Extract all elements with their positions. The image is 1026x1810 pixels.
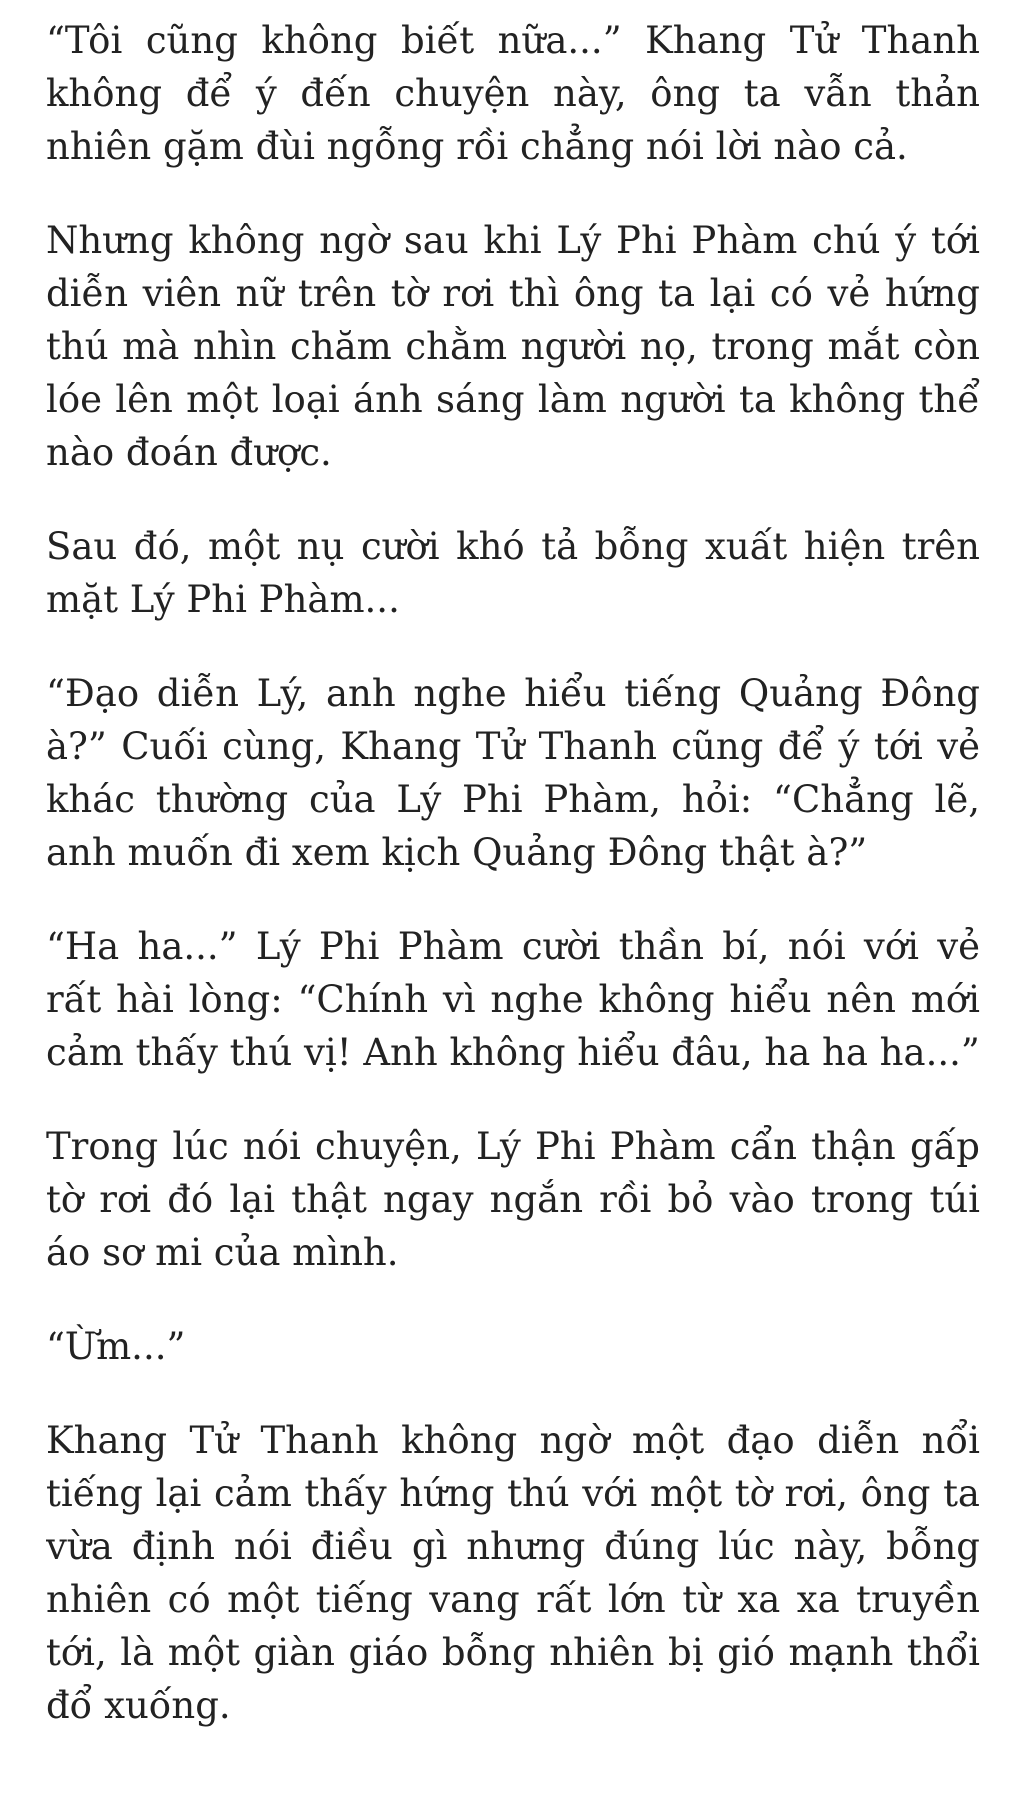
paragraph-5: “Ha ha...” Lý Phi Phàm cười thần bí, nói với vẻ rất hài lòng: “Chính vì nghe không hiểu nên mới cảm thấy thú vị! Anh không hiểu đâu, ha ha ha...”: [46, 925, 980, 1074]
paragraph-6: Trong lúc nói chuyện, Lý Phi Phàm cẩn thận gấp tờ rơi đó lại thật ngay ngắn rồi bỏ vào trong túi áo sơ mi của mình.: [46, 1125, 980, 1274]
paragraph-4: “Đạo diễn Lý, anh nghe hiểu tiếng Quảng Đông à?” Cuối cùng, Khang Tử Thanh cũng để ý tới vẻ khác thường của Lý Phi Phàm, hỏi: “Chẳng lẽ, anh muốn đi xem kịch Quảng Đông thật à?”: [46, 672, 980, 874]
paragraph-3: Sau đó, một nụ cười khó tả bỗng xuất hiện trên mặt Lý Phi Phàm...: [46, 525, 980, 621]
paragraph-7: “Ừm...”: [46, 1325, 186, 1368]
paragraph-1: “Tôi cũng không biết nữa...” Khang Tử Thanh không để ý đến chuyện này, ông ta vẫn thản nhiên gặm đùi ngỗng rồi chẳng nói lời nào cả.: [46, 19, 980, 168]
paragraph-8: Khang Tử Thanh không ngờ một đạo diễn nổi tiếng lại cảm thấy hứng thú với một tờ rơi, ông ta vừa định nói điều gì nhưng đúng lúc này, bỗng nhiên có một tiếng vang rất lớn từ xa xa truyền tới, là một giàn giáo bỗng nhiên bị gió mạnh thổi đổ xuống.: [46, 1419, 980, 1727]
reader-page[interactable]: [46, 14, 980, 1804]
paragraph-2: Nhưng không ngờ sau khi Lý Phi Phàm chú ý tới diễn viên nữ trên tờ rơi thì ông ta lại có vẻ hứng thú mà nhìn chăm chằm người nọ, trong mắt còn lóe lên một loại ánh sáng làm người ta không thể nào đoán được.: [46, 219, 980, 474]
